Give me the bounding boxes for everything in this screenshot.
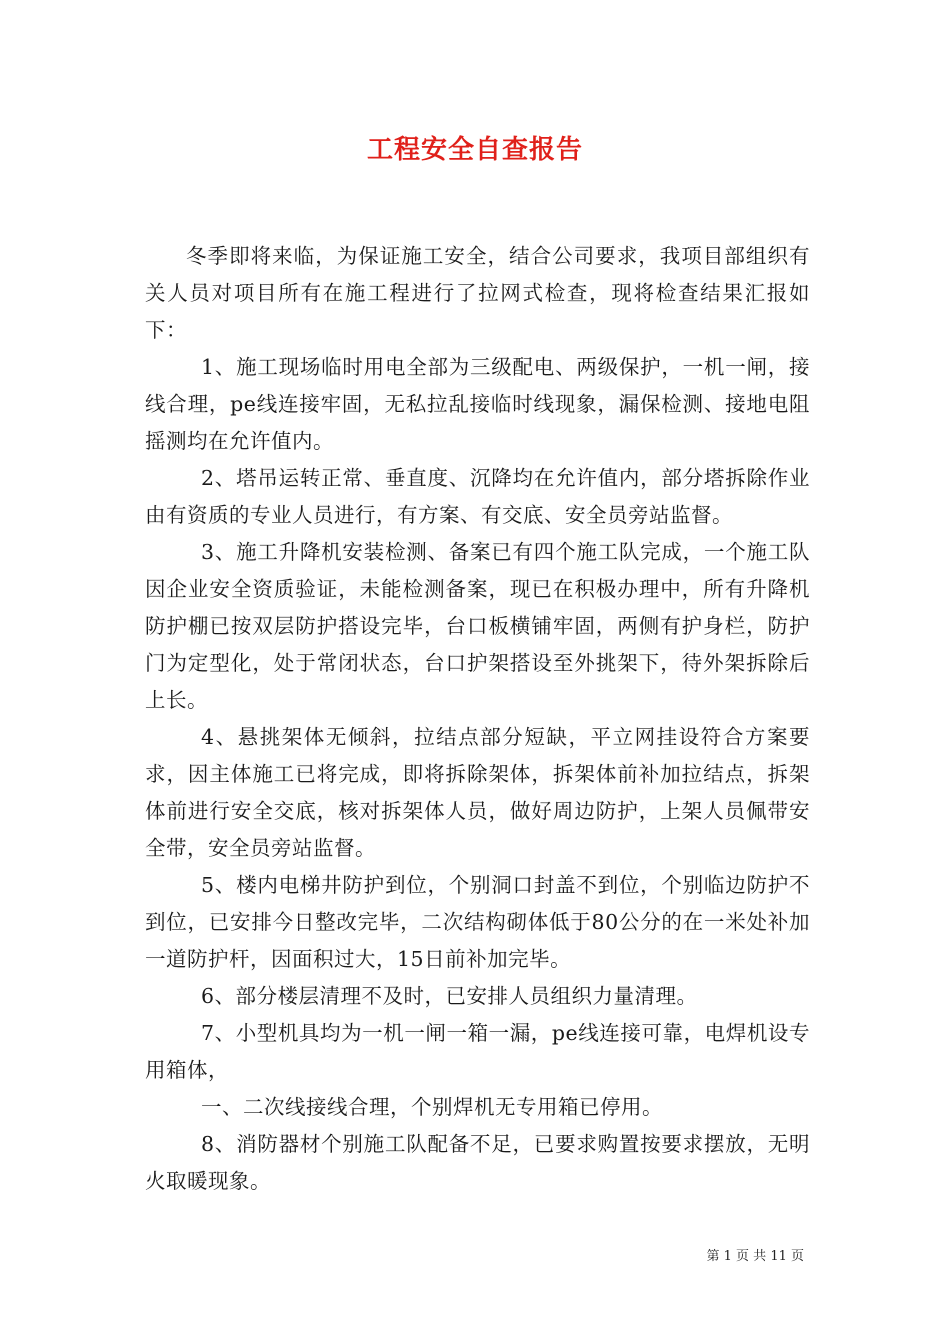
item-paragraph-7: 7、小型机具均为一机一闸一箱一漏，pe线连接可靠，电焊机设专用箱体， <box>145 1021 810 1082</box>
item-paragraph-8: 8、消防器材个别施工队配备不足，已要求购置按要求摆放，无明火取暖现象。 <box>145 1132 810 1193</box>
item-paragraph-5: 5、楼内电梯井防护到位，个别洞口封盖不到位，个别临边防护不到位，已安排今日整改完毕，二次结构砌体低于80公分的在一米处补加一道防护杆，因面积过大，15日前补加完毕。 <box>145 873 810 971</box>
intro-paragraph: 冬季即将来临，为保证施工安全，结合公司要求，我项目部组织有关人员对项目所有在施工程进行了拉网式检查，现将检查结果汇报如下： <box>145 244 810 342</box>
item-paragraph-2: 2、塔吊运转正常、垂直度、沉降均在允许值内，部分塔拆除作业由有资质的专业人员进行，有方案、有交底、安全员旁站监督。 <box>145 466 810 527</box>
document-body <box>145 238 810 1200</box>
page-number-footer: 第 1 页 共 11 页 <box>706 1249 804 1264</box>
item-paragraph-3: 3、施工升降机安装检测、备案已有四个施工队完成，一个施工队因企业安全资质验证，未能检测备案，现已在积极办理中，所有升降机防护棚已按双层防护搭设完毕，台口板横铺牢固，两侧有护身栏，防护门为定型化，处于常闭状态，台口护架搭设至外挑架下，待外架拆除后上长。 <box>145 540 810 712</box>
item-paragraph-4: 4、悬挑架体无倾斜，拉结点部分短缺，平立网挂设符合方案要求，因主体施工已将完成，即将拆除架体，拆架体前补加拉结点，拆架体前进行安全交底，核对拆架体人员，做好周边防护，上架人员佩带安全带，安全员旁站监督。 <box>145 725 810 860</box>
document-title: 工程安全自查报告 <box>366 135 583 165</box>
item-paragraph-1: 1、施工现场临时用电全部为三级配电、两级保护，一机一闸，接线合理，pe线连接牢固，无私拉乱接临时线现象，漏保检测、接地电阻摇测均在允许值内。 <box>145 355 810 453</box>
item-paragraph-7-continued: 一、二次线接线合理，个别焊机无专用箱已停用。 <box>201 1095 663 1119</box>
item-paragraph-6: 6、部分楼层清理不及时，已安排人员组织力量清理。 <box>201 984 698 1008</box>
